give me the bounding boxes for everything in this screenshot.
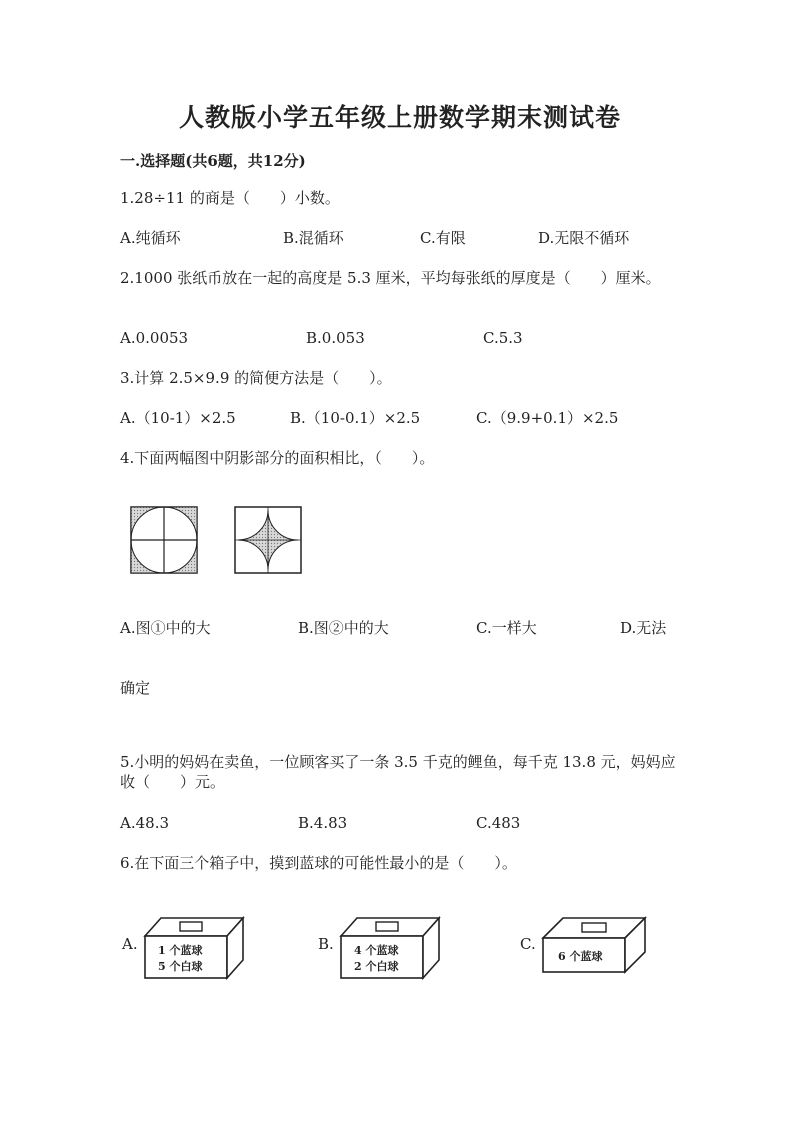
question-3-stem: 3.计算 2.5×9.9 的简便方法是（ ）。 [120, 369, 392, 387]
q1-option-a[interactable]: A.纯循环 [120, 229, 181, 247]
question-1-stem: 1.28÷11 的商是（ ）小数。 [120, 189, 340, 207]
question-2-stem: 2.1000 张纸币放在一起的高度是 5.3 厘米，平均每张纸的厚度是（ ）厘米。 [120, 269, 661, 287]
q4-option-d[interactable]: D.无法 [620, 619, 667, 637]
figure-1-pinwheel [130, 506, 198, 574]
q4-option-c[interactable]: C.一样大 [476, 619, 537, 637]
figure-2-star [234, 506, 302, 574]
box-a-line-1: 1 个蓝球 [158, 944, 203, 957]
q3-option-b[interactable]: B.（10-0.1）×2.5 [290, 409, 421, 427]
box-b-line-1: 4 个蓝球 [354, 944, 399, 957]
q4-option-d-continuation: 确定 [120, 679, 151, 697]
q2-option-a[interactable]: A.0.0053 [120, 329, 189, 347]
q1-option-c[interactable]: C.有限 [420, 229, 466, 247]
box-b-letter[interactable]: B. [318, 935, 334, 953]
q1-option-b[interactable]: B.混循环 [283, 229, 344, 247]
q5-option-c[interactable]: C.483 [476, 814, 521, 832]
question-5-stem: 5.小明的妈妈在卖鱼，一位顾客买了一条 3.5 千克的鲤鱼，每千克 13.8 元，妈妈应收（ ）元。 [120, 753, 676, 791]
q2-option-b[interactable]: B.0.053 [306, 329, 365, 347]
q4-option-a[interactable]: A.图①中的大 [120, 619, 211, 637]
box-a[interactable] [140, 912, 250, 982]
question-4-stem: 4.下面两幅图中阴影部分的面积相比，（ ）。 [120, 449, 435, 467]
box-b[interactable] [336, 912, 446, 982]
box-c[interactable] [538, 910, 650, 980]
q3-option-a[interactable]: A.（10-1）×2.5 [120, 409, 236, 427]
section-heading: 一.选择题(共6题，共12分) [120, 152, 306, 170]
page-title: 人教版小学五年级上册数学期末测试卷 [178, 103, 621, 132]
q4-option-b[interactable]: B.图②中的大 [298, 619, 389, 637]
box-b-line-2: 2 个白球 [354, 960, 399, 973]
box-c-letter[interactable]: C. [520, 935, 536, 953]
q3-option-c[interactable]: C.（9.9+0.1）×2.5 [476, 409, 619, 427]
q5-option-b[interactable]: B.4.83 [298, 814, 348, 832]
q1-option-d[interactable]: D.无限不循环 [538, 229, 630, 247]
box-c-line-1: 6 个蓝球 [558, 950, 603, 963]
question-6-stem: 6.在下面三个箱子中，摸到蓝球的可能性最小的是（ ）。 [120, 854, 517, 872]
box-a-line-2: 5 个白球 [158, 960, 203, 973]
box-a-letter[interactable]: A. [122, 935, 138, 953]
q2-option-c[interactable]: C.5.3 [483, 329, 523, 347]
q5-option-a[interactable]: A.48.3 [120, 814, 169, 832]
